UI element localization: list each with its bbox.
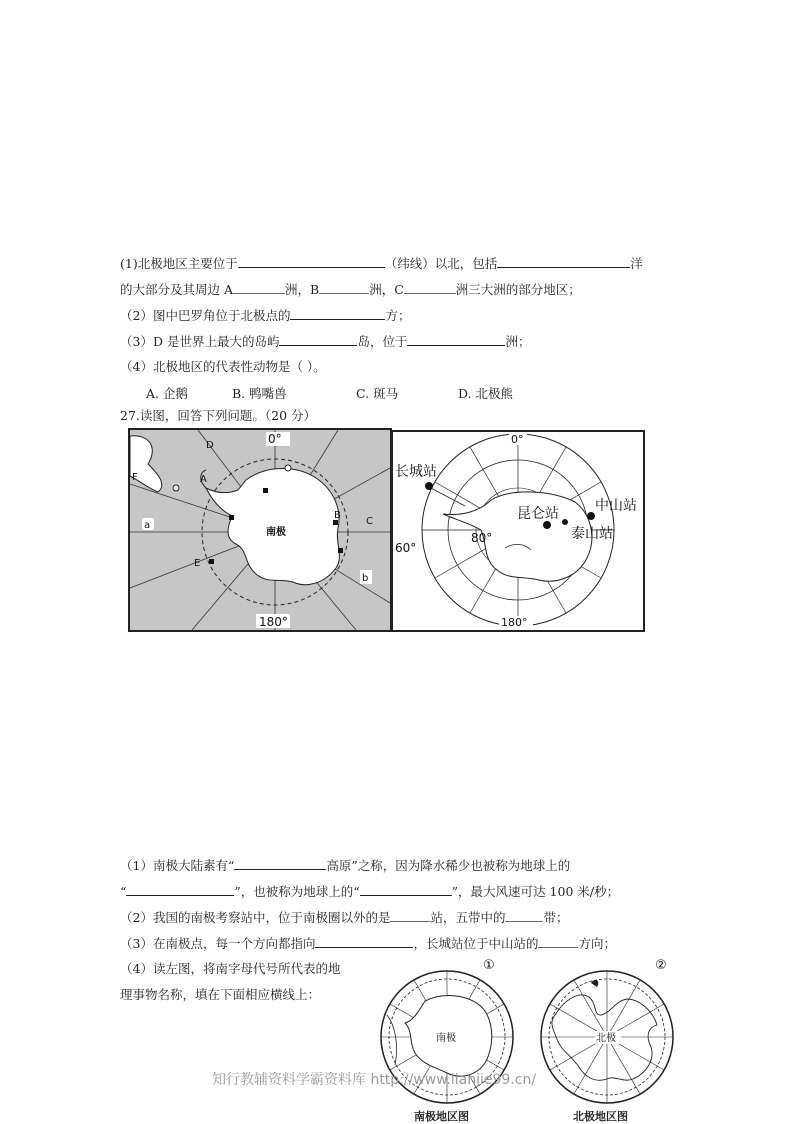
- answer-blank[interactable]: [290, 307, 385, 320]
- option-b[interactable]: B. 鸭嘴兽: [232, 386, 287, 401]
- q27-text: “: [120, 884, 127, 899]
- q26-text: （3）D 是世界上最大的岛屿: [120, 334, 280, 349]
- q26-text: （纬线）以北，包括: [384, 256, 498, 271]
- option-d[interactable]: D. 北极熊: [458, 386, 514, 401]
- answer-blank[interactable]: [315, 935, 413, 948]
- q26-text: (1)北极地区主要位于: [120, 256, 238, 271]
- station-changcheng-marker: [425, 482, 433, 490]
- q26-text: 洲，B: [285, 282, 320, 297]
- small-map-right-number: ②: [655, 958, 667, 973]
- station-changcheng-label: 长城站: [395, 464, 437, 480]
- q27-line-4: [120, 935, 616, 952]
- station-zhongshan-label: 中山站: [595, 498, 637, 514]
- answer-blank[interactable]: [505, 909, 543, 922]
- watermark: 知行教辅资料学霸资料库 http://www.lianjie99.cn/: [212, 1072, 537, 1088]
- map2-top-label: 0°: [511, 433, 524, 446]
- answer-blank[interactable]: [279, 333, 357, 346]
- q27-text: 高原”之称，因为降水稀少也被称为地球上的: [326, 858, 571, 873]
- small-map-right-center: 北极: [596, 1033, 616, 1044]
- q26-options: [146, 386, 513, 402]
- map1-letter-e: E: [194, 558, 201, 569]
- station-zhongshan-marker: [587, 512, 595, 520]
- q27-line-6: 理事物名称，填在下面相应横线上：: [120, 987, 321, 1002]
- answer-blank[interactable]: [126, 883, 234, 896]
- small-map-right-caption: 北极地区图: [573, 1110, 628, 1123]
- answer-blank[interactable]: [360, 883, 452, 896]
- answer-blank[interactable]: [234, 857, 326, 870]
- q27-line-3: [120, 909, 569, 926]
- q26-text: 洋: [630, 256, 643, 271]
- map1-letter-f: F: [132, 472, 138, 483]
- q27-line-2: [120, 883, 619, 900]
- map1-letter-a-lower: a: [144, 520, 151, 531]
- answer-blank[interactable]: [538, 935, 578, 948]
- q27-text: 带；: [543, 910, 569, 925]
- q26-line-1: [120, 255, 643, 272]
- q26-text: 洲，C: [369, 282, 404, 297]
- answer-blank[interactable]: [497, 255, 630, 268]
- q27-text: 方向；: [578, 936, 616, 951]
- q26-text: （2）图中巴罗角位于北极点的: [120, 308, 291, 323]
- small-map-left-caption: 南极地区图: [414, 1110, 469, 1123]
- map1-letter-d: D: [206, 440, 214, 451]
- q26-text: 洲三大洲的部分地区；: [455, 282, 581, 297]
- small-north-pole-map: [535, 955, 685, 1105]
- small-map-left-number: ①: [483, 958, 495, 973]
- map1-center-label: 南极: [266, 527, 286, 538]
- map2-inner-label: 80°: [471, 531, 493, 545]
- map2-bottom-label: 180°: [501, 616, 528, 629]
- q26-text: 方；: [385, 308, 411, 323]
- q27-text: （2）我国的南极考察站中，位于南极圈以外的是: [120, 910, 391, 925]
- antarctica-letter-map: [128, 428, 392, 632]
- q27-line-1: [120, 857, 570, 874]
- map1-letter-a-upper: A: [200, 474, 207, 485]
- q27-text: （3）在南极点，每一个方向都指向: [120, 936, 316, 951]
- answer-blank[interactable]: [233, 281, 285, 294]
- q27-text: ，长城站位于中山站的: [413, 936, 539, 951]
- q26-line-3: [120, 307, 410, 324]
- q26-line-5: [120, 359, 326, 375]
- option-a[interactable]: A. 企鹅: [146, 386, 188, 401]
- q27-text: ”，最大风速可达 100 米/秒；: [451, 884, 620, 899]
- q26-line-4: [120, 333, 530, 350]
- map1-top-label: 0°: [268, 432, 282, 446]
- station-kunlun-label: 昆仑站: [517, 506, 559, 522]
- q26-text: （4）北极地区的代表性动物是（ ）。: [120, 359, 326, 374]
- map1-letter-b-lower: b: [362, 573, 369, 584]
- option-c[interactable]: C. 斑马: [356, 386, 399, 401]
- station-kunlun-marker: [543, 521, 551, 529]
- q26-text: 的大部分及其周边 A: [120, 282, 234, 297]
- small-map-left-center: 南极: [436, 1033, 456, 1044]
- map1-letter-b-upper: B: [334, 510, 341, 521]
- q26-text: 岛，位于: [357, 334, 408, 349]
- q27-heading: 27.读图，回答下列问题。（20 分）: [120, 408, 317, 423]
- map2-left-label: 60°: [395, 541, 417, 555]
- map1-bottom-label: 180°: [259, 615, 288, 629]
- answer-blank[interactable]: [319, 281, 369, 294]
- q27-text: （1）南极大陆素有“: [120, 858, 235, 873]
- answer-blank[interactable]: [407, 333, 505, 346]
- answer-blank[interactable]: [404, 281, 456, 294]
- q27-line-5: （4）读左图，将南字母代号所代表的地: [120, 961, 341, 976]
- q27-text: ”，也被称为地球上的“: [234, 884, 360, 899]
- antarctica-stations-map: [391, 430, 645, 632]
- station-taishan-label: 泰山站: [571, 526, 613, 542]
- map1-letter-c: C: [366, 516, 373, 527]
- q26-line-2: [120, 281, 581, 298]
- answer-blank[interactable]: [238, 255, 385, 268]
- q27-text: 站，五带中的: [430, 910, 506, 925]
- q26-text: 洲；: [505, 334, 531, 349]
- answer-blank[interactable]: [390, 909, 430, 922]
- station-taishan-marker: [562, 519, 568, 525]
